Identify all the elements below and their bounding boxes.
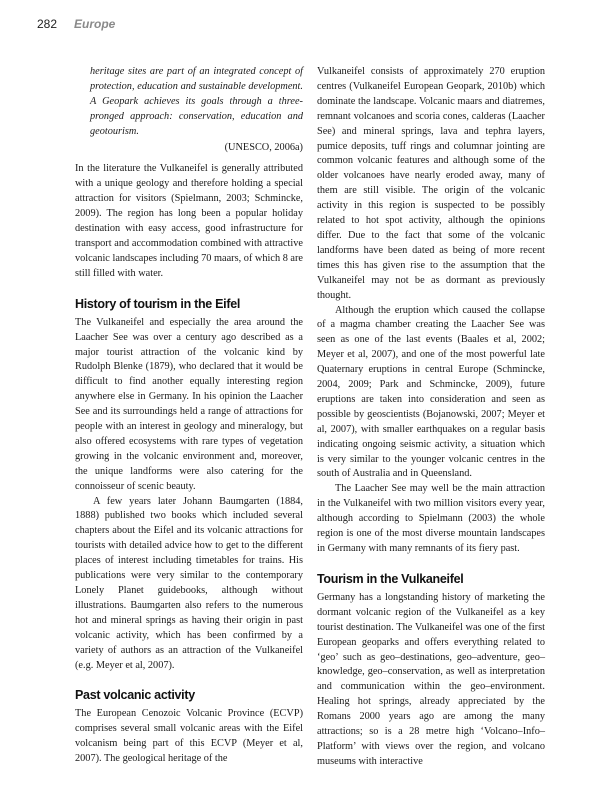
- section-heading-tourism: Tourism in the Vulkaneifel: [317, 571, 464, 586]
- history-paragraph-2: A few years later Johann Baumgarten (1884, 1888) published two books which included several chapters about the Eifel and its volcanic attractions for tourists with detailed advice how to get to the different places of interest including timetables for trains. His publications were very similar to the contemporary Lonely Planet guidebooks, although without illustrations. Baumgarten also refers to the numerous hot and mineral springs as having their origin in past volcanic activity, which has been confirmed by a variety of authors as an attraction of the Vulkaneifel (e.g. Meyer et al, 2007).: [75, 495, 303, 671]
- section-heading-history: History of tourism in the Eifel: [75, 296, 241, 311]
- page-header: [37, 14, 577, 34]
- page-number: 282: [37, 17, 58, 31]
- running-title: Europe: [74, 17, 116, 31]
- block-quote: heritage sites are part of an integrated concept of protection, education and sustainable development. A Geopark achieves its goals through a three-pronged approach: conservation, education and geotourism.: [90, 66, 303, 137]
- history-paragraph-1: The Vulkaneifel and especially the area around the Laacher See was over a century ago described as a major tourist attraction of the volcanic kind by Rudolph Blenke (1879), who declared that it would be difficult to find another equally interesting region anywhere else in Germany. In his opinion the Laacher See and its surroundings held a range of attractions for people with an interest in geology and mineralogy, but also offered ecosystems with rare types of vegetation growing in the volcanic environment and, moreover, the unique landforms were also catering for the connoisseur of scenic beauty.: [75, 316, 303, 492]
- section-heading-volcanic-activity: Past volcanic activity: [75, 688, 195, 703]
- right-paragraph-3: The Laacher See may well be the main attraction in the Vulkaneifel with two million visitors every year, although according to Spielmann (2003) the whole region is one of the most diverse mountain landscapes in Germany with many remnants of its fiery past.: [317, 483, 545, 554]
- right-paragraph-1: Vulkaneifel consists of approximately 270 eruption centres (Vulkaneifel European Geopark, 2010b) which dominate the landscape. Volcanic maars and diatremes, remnant volcanoes and scoria cones, calderas (Laacher See) and mineral springs, lava and tephra layers, pumice deposits, tuff rings and columnar jointing are common volcanic features and although some of the older volcanoes have nearly eroded away, many of them are still visible. The origin of the volcanic activity in this region is suspected to be possibly related to hot spot activity, although the opinions differ. Due to the fact that some of the volcanic landforms have been dated as being of more recent times this has given rise to the assumption that the Vulkaneifel may not be as dormant as previously thought.: [317, 66, 545, 301]
- tourism-paragraph: Germany has a longstanding history of marketing the dormant volcanic region of the Vulkaneifel as a key tourist destination. The Vulkaneifel was one of the first European geoparks and offers everything related to ‘geo’ such as geo–destinations, geo–adventure, geo–knowledge, geo–conservation, as well as interpretation and communication within the geo–environment. Healing hot springs, already appreciated by the Romans 2000 years ago are among the many attractions; so is a 28 metre high ‘Volcano–Info–Platform’ with views over the region, and volcano museums with interactive: [317, 591, 545, 767]
- quote-citation: (UNESCO, 2006a): [224, 141, 303, 153]
- right-paragraph-2: Although the eruption which caused the collapse of a magma chamber creating the Laacher See was seen as one of the last events (Baales et al, 2002; Meyer et al, 2007), and one of the most powerful late Quaternary eruptions in central Europe (Schmincke, 2004, 2009; Park and Schmincke, 2009), future eruptions are taken into consideration and seen as possible by geoscientists (Bojanowski, 2007; Meyer et al, 2007), with smaller earthquakes on a regular basis indicating ongoing seismic activity, a situation which is very similar to the younger volcanic centres in the south of Australia and in Queensland.: [317, 304, 545, 480]
- volcanic-activity-paragraph: The European Cenozoic Volcanic Province (ECVP) comprises several small volcanic areas with the Eifel volcanism being part of this ECVP (Meyer et al, 2007). The geological heritage of the: [75, 708, 303, 765]
- left-column: [75, 65, 303, 767]
- right-column: [317, 65, 545, 770]
- intro-paragraph: In the literature the Vulkaneifel is generally attributed with a unique geology and therefore holding a special attraction for visitors (Spielmann, 2003; Schmincke, 2009). The region has long been a popular holiday destination with easy access, good infrastructure for transport and accommodation combined with attractive volcanic landscapes including 70 maars, of which 8 are still filled with water.: [75, 163, 303, 279]
